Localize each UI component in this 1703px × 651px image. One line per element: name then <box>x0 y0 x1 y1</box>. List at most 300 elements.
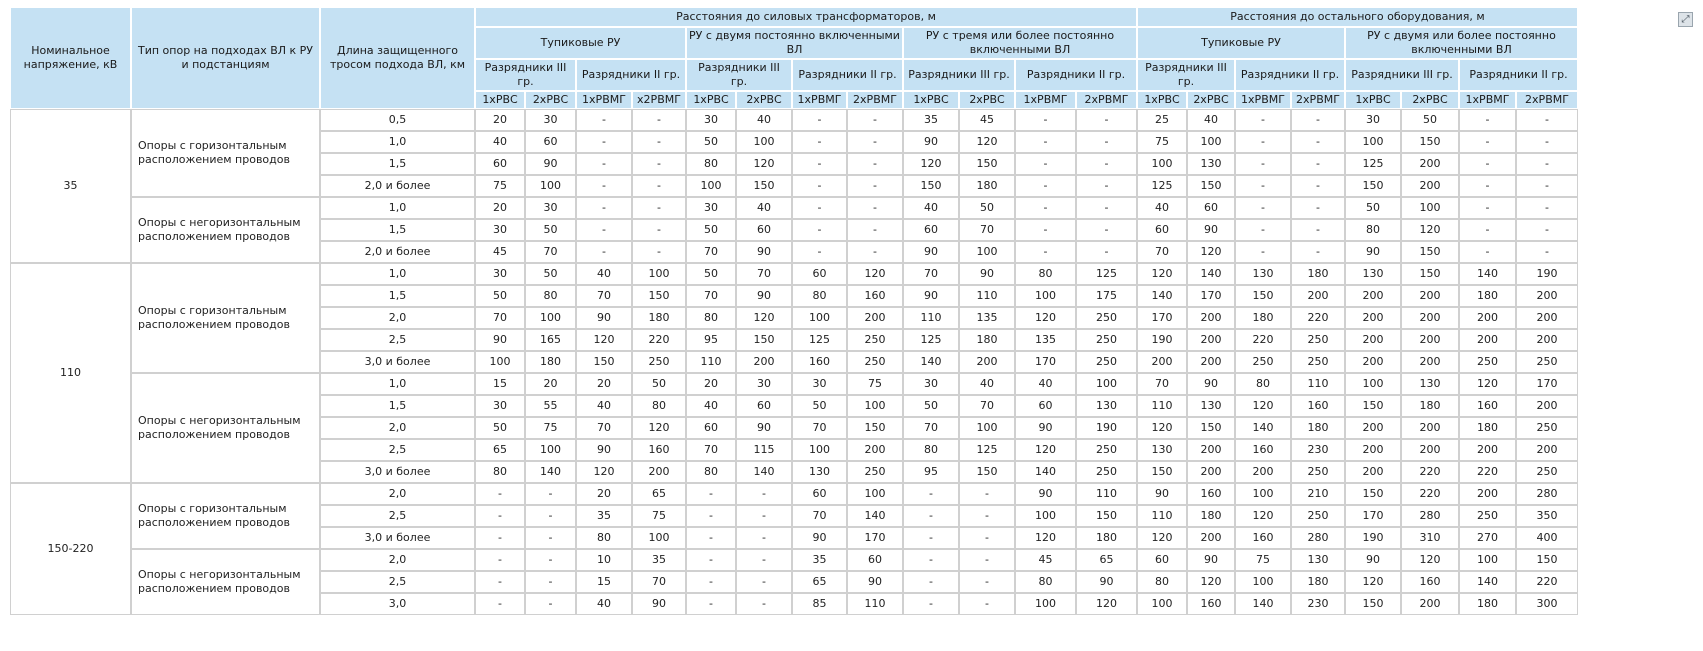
value-cell: 160 <box>1235 439 1291 461</box>
value-cell: - <box>576 175 632 197</box>
value-cell: 140 <box>1015 461 1076 483</box>
header-arrester-code: 1хРВМГ <box>1235 91 1291 109</box>
value-cell: 80 <box>792 285 847 307</box>
value-cell: - <box>1459 109 1516 131</box>
value-cell: 50 <box>525 263 576 285</box>
table-row <box>10 373 1578 395</box>
value-cell: 150 <box>1076 505 1137 527</box>
value-cell: 180 <box>959 329 1015 351</box>
header-arrester-code: 2хРВС <box>1187 91 1235 109</box>
value-cell: - <box>1516 219 1578 241</box>
header-arrester-code: 1хРВМГ <box>576 91 632 109</box>
value-cell: 40 <box>1015 373 1076 395</box>
value-cell: 50 <box>686 219 736 241</box>
value-cell: - <box>632 175 686 197</box>
value-cell: 65 <box>632 483 686 505</box>
value-cell: - <box>792 219 847 241</box>
value-cell: 250 <box>847 461 903 483</box>
header-group-transformers: Расстояния до силовых трансформаторов, м <box>475 7 1137 27</box>
expand-icon[interactable]: ⤢ <box>1678 12 1693 27</box>
value-cell: 80 <box>686 307 736 329</box>
value-cell: 200 <box>1516 285 1578 307</box>
value-cell: 200 <box>1401 329 1459 351</box>
value-cell: 250 <box>1459 351 1516 373</box>
value-cell: - <box>736 549 792 571</box>
value-cell: 250 <box>847 351 903 373</box>
value-cell: - <box>1076 197 1137 219</box>
value-cell: - <box>1291 175 1345 197</box>
value-cell: 135 <box>959 307 1015 329</box>
value-cell: - <box>1076 153 1137 175</box>
value-cell: 200 <box>1187 351 1235 373</box>
value-cell: 200 <box>736 351 792 373</box>
value-cell: 90 <box>736 417 792 439</box>
value-cell: 60 <box>736 395 792 417</box>
value-cell: 150 <box>903 175 959 197</box>
value-cell: 40 <box>576 263 632 285</box>
header-arrester-code: 1хРВС <box>686 91 736 109</box>
value-cell: 60 <box>686 417 736 439</box>
value-cell: - <box>847 197 903 219</box>
value-cell: 130 <box>1401 373 1459 395</box>
value-cell: 30 <box>1345 109 1401 131</box>
length-cell: 2,5 <box>320 329 475 351</box>
header-arrester-group-2: Разрядники II гр. <box>576 59 686 91</box>
value-cell: 190 <box>1345 527 1401 549</box>
value-cell: 200 <box>1187 527 1235 549</box>
value-cell: 150 <box>1401 263 1459 285</box>
length-cell: 1,0 <box>320 263 475 285</box>
value-cell: 70 <box>1137 373 1187 395</box>
value-cell: 220 <box>1401 483 1459 505</box>
value-cell: 65 <box>475 439 525 461</box>
value-cell: 120 <box>1345 571 1401 593</box>
value-cell: - <box>475 571 525 593</box>
value-cell: 75 <box>632 505 686 527</box>
value-cell: - <box>1076 131 1137 153</box>
value-cell: 200 <box>1345 439 1401 461</box>
value-cell: 75 <box>1137 131 1187 153</box>
value-cell: 90 <box>792 527 847 549</box>
value-cell: - <box>632 197 686 219</box>
length-cell: 1,5 <box>320 153 475 175</box>
value-cell: 180 <box>1291 571 1345 593</box>
length-cell: 2,0 и более <box>320 175 475 197</box>
value-cell: - <box>1459 131 1516 153</box>
value-cell: 120 <box>736 153 792 175</box>
value-cell: 20 <box>525 373 576 395</box>
value-cell: - <box>1235 175 1291 197</box>
value-cell: - <box>1516 109 1578 131</box>
value-cell: 45 <box>475 241 525 263</box>
value-cell: 130 <box>1076 395 1137 417</box>
value-cell: 20 <box>686 373 736 395</box>
value-cell: - <box>525 549 576 571</box>
value-cell: 20 <box>475 197 525 219</box>
value-cell: 80 <box>1015 263 1076 285</box>
value-cell: - <box>959 549 1015 571</box>
value-cell: 200 <box>1187 329 1235 351</box>
value-cell: 70 <box>903 417 959 439</box>
value-cell: 175 <box>1076 285 1137 307</box>
value-cell: - <box>525 527 576 549</box>
value-cell: 70 <box>736 263 792 285</box>
value-cell: 110 <box>959 285 1015 307</box>
value-cell: - <box>736 483 792 505</box>
value-cell: 50 <box>903 395 959 417</box>
value-cell: - <box>1015 153 1076 175</box>
value-cell: 140 <box>1137 285 1187 307</box>
value-cell: 130 <box>1235 263 1291 285</box>
value-cell: 150 <box>1187 417 1235 439</box>
value-cell: - <box>1235 153 1291 175</box>
value-cell: 90 <box>525 153 576 175</box>
value-cell: 150 <box>1187 175 1235 197</box>
value-cell: 20 <box>475 109 525 131</box>
value-cell: 30 <box>736 373 792 395</box>
value-cell: 150 <box>1516 549 1578 571</box>
value-cell: - <box>1291 197 1345 219</box>
value-cell: 30 <box>525 197 576 219</box>
value-cell: 180 <box>1291 417 1345 439</box>
value-cell: 180 <box>1235 307 1291 329</box>
value-cell: 100 <box>632 527 686 549</box>
value-cell: 140 <box>1235 593 1291 615</box>
value-cell: 180 <box>1459 417 1516 439</box>
value-cell: 50 <box>792 395 847 417</box>
value-cell: - <box>475 505 525 527</box>
value-cell: - <box>903 593 959 615</box>
value-cell: - <box>1291 241 1345 263</box>
length-cell: 3,0 и более <box>320 351 475 373</box>
value-cell: 200 <box>1459 329 1516 351</box>
value-cell: - <box>792 153 847 175</box>
value-cell: 125 <box>1345 153 1401 175</box>
value-cell: - <box>686 571 736 593</box>
length-cell: 2,0 и более <box>320 241 475 263</box>
value-cell: - <box>632 241 686 263</box>
length-cell: 2,0 <box>320 549 475 571</box>
value-cell: 140 <box>903 351 959 373</box>
header-support-type: Тип опор на подходах ВЛ к РУ и подстанциям <box>131 7 320 109</box>
value-cell: 100 <box>847 483 903 505</box>
length-cell: 1,0 <box>320 373 475 395</box>
value-cell: - <box>903 549 959 571</box>
length-cell: 1,0 <box>320 197 475 219</box>
header-arrester-group-2: Разрядники II гр. <box>1235 59 1345 91</box>
value-cell: 100 <box>1187 131 1235 153</box>
header-arrester-code: 1хРВС <box>903 91 959 109</box>
value-cell: - <box>847 109 903 131</box>
value-cell: 115 <box>736 439 792 461</box>
value-cell: 200 <box>1401 175 1459 197</box>
value-cell: 35 <box>632 549 686 571</box>
value-cell: 60 <box>903 219 959 241</box>
value-cell: 110 <box>903 307 959 329</box>
value-cell: 35 <box>576 505 632 527</box>
value-cell: 230 <box>1291 439 1345 461</box>
value-cell: 60 <box>1015 395 1076 417</box>
value-cell: 75 <box>525 417 576 439</box>
value-cell: 180 <box>1459 593 1516 615</box>
value-cell: 50 <box>525 219 576 241</box>
value-cell: 150 <box>1235 285 1291 307</box>
header-arrester-group-3: Разрядники III гр. <box>686 59 792 91</box>
value-cell: 160 <box>1187 593 1235 615</box>
value-cell: - <box>1235 219 1291 241</box>
value-cell: - <box>847 175 903 197</box>
value-cell: 90 <box>1015 483 1076 505</box>
value-cell: 100 <box>686 175 736 197</box>
value-cell: - <box>847 241 903 263</box>
value-cell: 70 <box>959 395 1015 417</box>
value-cell: 110 <box>847 593 903 615</box>
value-cell: 100 <box>1137 153 1187 175</box>
value-cell: - <box>525 571 576 593</box>
header-three-lines-ru: РУ с тремя или более постоянно включенными ВЛ <box>903 27 1137 59</box>
value-cell: - <box>686 549 736 571</box>
value-cell: - <box>1459 219 1516 241</box>
value-cell: 70 <box>632 571 686 593</box>
value-cell: - <box>632 109 686 131</box>
value-cell: 60 <box>736 219 792 241</box>
value-cell: 90 <box>903 131 959 153</box>
value-cell: 140 <box>847 505 903 527</box>
header-arrester-code: 2хРВМГ <box>1076 91 1137 109</box>
value-cell: 150 <box>959 461 1015 483</box>
header-arrester-code: 1хРВС <box>1345 91 1401 109</box>
value-cell: 200 <box>1345 307 1401 329</box>
header-arrester-group-2: Разрядники II гр. <box>1459 59 1578 91</box>
value-cell: 150 <box>959 153 1015 175</box>
value-cell: - <box>632 219 686 241</box>
value-cell: 90 <box>1187 219 1235 241</box>
value-cell: - <box>632 131 686 153</box>
value-cell: 120 <box>576 329 632 351</box>
value-cell: - <box>576 197 632 219</box>
length-cell: 1,5 <box>320 219 475 241</box>
value-cell: 120 <box>1459 373 1516 395</box>
value-cell: 80 <box>475 461 525 483</box>
header-length: Длина защищенного тросом подхода ВЛ, км <box>320 7 475 109</box>
value-cell: - <box>632 153 686 175</box>
value-cell: 80 <box>686 153 736 175</box>
value-cell: 95 <box>903 461 959 483</box>
length-cell: 2,5 <box>320 571 475 593</box>
value-cell: 110 <box>1137 505 1187 527</box>
value-cell: 350 <box>1516 505 1578 527</box>
value-cell: 90 <box>959 263 1015 285</box>
value-cell: 110 <box>1137 395 1187 417</box>
value-cell: - <box>1459 197 1516 219</box>
voltage-cell: 35 <box>10 109 131 263</box>
value-cell: 100 <box>1015 593 1076 615</box>
value-cell: 250 <box>1459 505 1516 527</box>
header-arrester-code: 1хРВМГ <box>792 91 847 109</box>
length-cell: 3,0 и более <box>320 461 475 483</box>
value-cell: 150 <box>1345 483 1401 505</box>
value-cell: 90 <box>1345 241 1401 263</box>
value-cell: 125 <box>959 439 1015 461</box>
value-cell: - <box>525 505 576 527</box>
value-cell: 75 <box>1235 549 1291 571</box>
value-cell: 60 <box>1137 219 1187 241</box>
value-cell: 160 <box>1235 527 1291 549</box>
value-cell: 50 <box>475 285 525 307</box>
value-cell: 220 <box>632 329 686 351</box>
value-cell: 200 <box>1291 285 1345 307</box>
value-cell: 100 <box>1459 549 1516 571</box>
value-cell: 45 <box>1015 549 1076 571</box>
value-cell: 120 <box>1187 571 1235 593</box>
value-cell: 190 <box>1516 263 1578 285</box>
value-cell: 120 <box>903 153 959 175</box>
value-cell: 75 <box>847 373 903 395</box>
value-cell: 200 <box>847 439 903 461</box>
value-cell: 120 <box>1401 549 1459 571</box>
value-cell: - <box>686 527 736 549</box>
value-cell: - <box>1516 241 1578 263</box>
value-cell: 180 <box>632 307 686 329</box>
value-cell: 200 <box>1459 439 1516 461</box>
value-cell: 220 <box>1516 571 1578 593</box>
value-cell: 250 <box>847 329 903 351</box>
header-two-more-lines-ru: РУ с двумя или более постоянно включенными ВЛ <box>1345 27 1578 59</box>
value-cell: 200 <box>1401 351 1459 373</box>
value-cell: 250 <box>1076 351 1137 373</box>
value-cell: - <box>576 131 632 153</box>
value-cell: 30 <box>792 373 847 395</box>
support-type-cell: Опоры с негоризонтальным расположением проводов <box>131 197 320 263</box>
value-cell: - <box>1076 219 1137 241</box>
value-cell: 250 <box>1076 329 1137 351</box>
value-cell: - <box>959 571 1015 593</box>
header-arrester-code: 2хРВМГ <box>1291 91 1345 109</box>
value-cell: 125 <box>792 329 847 351</box>
length-cell: 3,0 <box>320 593 475 615</box>
value-cell: 125 <box>903 329 959 351</box>
value-cell: 10 <box>576 549 632 571</box>
value-cell: 250 <box>1076 307 1137 329</box>
value-cell: - <box>792 175 847 197</box>
length-cell: 0,5 <box>320 109 475 131</box>
value-cell: 125 <box>1137 175 1187 197</box>
value-cell: 40 <box>736 109 792 131</box>
value-cell: 280 <box>1516 483 1578 505</box>
value-cell: 140 <box>1235 417 1291 439</box>
value-cell: 200 <box>1187 439 1235 461</box>
value-cell: 80 <box>1015 571 1076 593</box>
value-cell: 120 <box>847 263 903 285</box>
value-cell: - <box>903 527 959 549</box>
value-cell: 90 <box>632 593 686 615</box>
value-cell: - <box>1015 197 1076 219</box>
value-cell: - <box>686 593 736 615</box>
value-cell: - <box>792 241 847 263</box>
value-cell: - <box>1015 109 1076 131</box>
value-cell: 50 <box>686 263 736 285</box>
value-cell: - <box>792 197 847 219</box>
value-cell: 100 <box>1235 571 1291 593</box>
support-type-cell: Опоры с горизонтальным расположением проводов <box>131 109 320 197</box>
value-cell: - <box>1459 241 1516 263</box>
value-cell: 120 <box>1187 241 1235 263</box>
header-dead-end-ru: Тупиковые РУ <box>475 27 686 59</box>
value-cell: - <box>792 131 847 153</box>
value-cell: 200 <box>1187 461 1235 483</box>
value-cell: 250 <box>1516 351 1578 373</box>
length-cell: 1,0 <box>320 131 475 153</box>
header-arrester-group-2: Разрядники II гр. <box>1015 59 1137 91</box>
length-cell: 1,5 <box>320 285 475 307</box>
value-cell: 200 <box>1401 153 1459 175</box>
value-cell: - <box>1459 175 1516 197</box>
value-cell: 120 <box>1401 219 1459 241</box>
value-cell: - <box>525 483 576 505</box>
value-cell: 120 <box>632 417 686 439</box>
value-cell: 40 <box>1187 109 1235 131</box>
value-cell: 200 <box>847 307 903 329</box>
value-cell: 60 <box>792 263 847 285</box>
header-arrester-code: 1хРВМГ <box>1459 91 1516 109</box>
header-arrester-group-2: Разрядники II гр. <box>792 59 903 91</box>
value-cell: 40 <box>686 395 736 417</box>
value-cell: 200 <box>1345 461 1401 483</box>
value-cell: 140 <box>736 461 792 483</box>
value-cell: 20 <box>576 483 632 505</box>
value-cell: 90 <box>1076 571 1137 593</box>
value-cell: 100 <box>525 307 576 329</box>
value-cell: 70 <box>576 285 632 307</box>
value-cell: 200 <box>1345 351 1401 373</box>
value-cell: 220 <box>1459 461 1516 483</box>
value-cell: - <box>903 483 959 505</box>
value-cell: 200 <box>959 351 1015 373</box>
value-cell: 85 <box>792 593 847 615</box>
value-cell: 190 <box>1137 329 1187 351</box>
value-cell: - <box>959 505 1015 527</box>
value-cell: 160 <box>1187 483 1235 505</box>
value-cell: 15 <box>475 373 525 395</box>
value-cell: - <box>686 505 736 527</box>
value-cell: 120 <box>736 307 792 329</box>
value-cell: 150 <box>1137 461 1187 483</box>
table-row <box>10 483 1578 505</box>
value-cell: - <box>792 109 847 131</box>
value-cell: - <box>1235 241 1291 263</box>
value-cell: 200 <box>1187 307 1235 329</box>
value-cell: - <box>475 549 525 571</box>
value-cell: - <box>475 527 525 549</box>
value-cell: - <box>1291 131 1345 153</box>
table-row <box>10 263 1578 285</box>
value-cell: 250 <box>1516 417 1578 439</box>
value-cell: 200 <box>1516 395 1578 417</box>
value-cell: 65 <box>1076 549 1137 571</box>
value-cell: 70 <box>792 505 847 527</box>
value-cell: 90 <box>903 285 959 307</box>
value-cell: 50 <box>959 197 1015 219</box>
value-cell: 160 <box>847 285 903 307</box>
value-cell: 50 <box>1345 197 1401 219</box>
value-cell: 280 <box>1401 505 1459 527</box>
header-arrester-code: х2РВМГ <box>632 91 686 109</box>
value-cell: 250 <box>1291 461 1345 483</box>
value-cell: 120 <box>1235 395 1291 417</box>
value-cell: 90 <box>475 329 525 351</box>
value-cell: 180 <box>525 351 576 373</box>
header-voltage: Номинальное напряжение, кВ <box>10 7 131 109</box>
